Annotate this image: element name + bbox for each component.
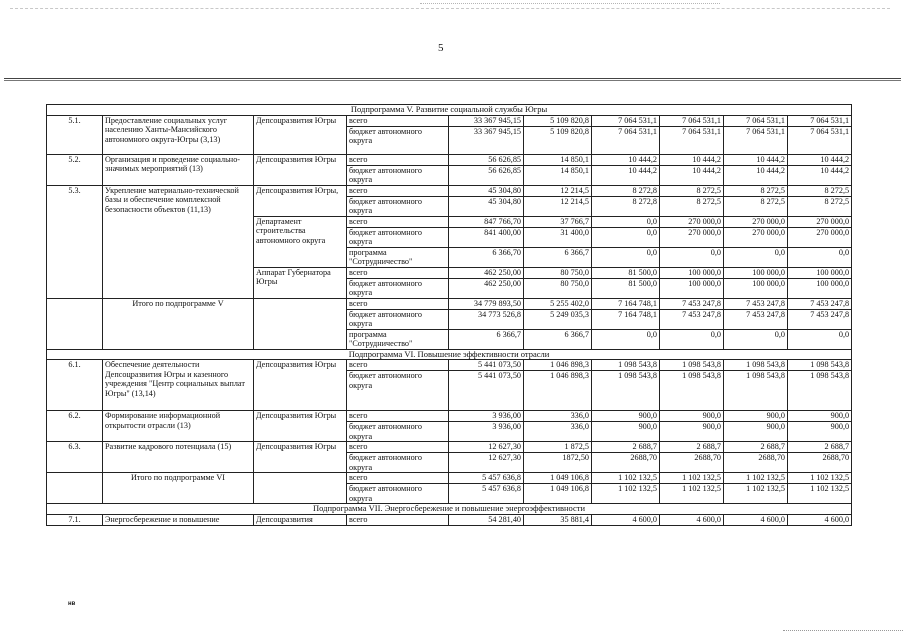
value-cell: 1 098 543,8 [592, 360, 660, 371]
value-cell: 81 500,0 [592, 278, 660, 298]
source-label: программа "Сотрудничество" [347, 247, 449, 267]
value-cell: 7 164 748,1 [592, 309, 660, 329]
executor-name: Депсоцразвития Югры [254, 154, 347, 185]
value-cell: 0,0 [788, 329, 852, 349]
value-cell: 1 098 543,8 [724, 360, 788, 371]
executor-name: Департамент строительства автономного округа [254, 216, 347, 267]
row-index [47, 298, 103, 349]
row-index: 5.1. [47, 115, 103, 154]
value-cell: 7 064 531,1 [724, 115, 788, 126]
value-cell: 270 000,0 [724, 216, 788, 227]
value-cell: 5 441 073,50 [449, 371, 524, 411]
value-cell: 10 444,2 [592, 165, 660, 185]
value-cell: 2688,70 [724, 453, 788, 473]
executor-name: Депсоцразвития Югры, [254, 185, 347, 216]
table-row [47, 360, 852, 371]
value-cell: 7 064 531,1 [592, 126, 660, 154]
source-label: бюджет автономного округа [347, 309, 449, 329]
value-cell: 270 000,0 [788, 227, 852, 247]
value-cell: 6 366,70 [449, 247, 524, 267]
value-cell: 81 500,0 [592, 267, 660, 278]
value-cell: 5 441 073,50 [449, 360, 524, 371]
value-cell: 0,0 [660, 329, 724, 349]
value-cell: 7 453 247,8 [724, 298, 788, 309]
header-divider [4, 78, 901, 79]
value-cell: 45 304,80 [449, 185, 524, 196]
value-cell: 0,0 [592, 216, 660, 227]
value-cell: 8 272,8 [592, 185, 660, 196]
value-cell: 8 272,5 [660, 185, 724, 196]
source-label: всего [347, 267, 449, 278]
value-cell: 0,0 [592, 329, 660, 349]
value-cell: 12 214,5 [524, 196, 592, 216]
value-cell: 100 000,0 [788, 267, 852, 278]
value-cell: 7 064 531,1 [724, 126, 788, 154]
value-cell: 80 750,0 [524, 267, 592, 278]
scan-noise-top [420, 3, 720, 6]
value-cell: 1 102 132,5 [660, 484, 724, 504]
value-cell: 10 444,2 [724, 154, 788, 165]
value-cell: 4 600,0 [660, 514, 724, 525]
value-cell: 2 688,7 [592, 442, 660, 453]
value-cell: 1 102 132,5 [724, 473, 788, 484]
value-cell: 841 400,00 [449, 227, 524, 247]
source-label: всего [347, 154, 449, 165]
value-cell: 5 109 820,8 [524, 115, 592, 126]
value-cell: 7 164 748,1 [592, 298, 660, 309]
value-cell: 8 272,5 [660, 196, 724, 216]
value-cell: 100 000,0 [724, 267, 788, 278]
value-cell: 270 000,0 [788, 216, 852, 227]
value-cell: 100 000,0 [660, 278, 724, 298]
value-cell: 7 453 247,8 [660, 298, 724, 309]
value-cell: 7 064 531,1 [788, 126, 852, 154]
value-cell: 3 936,00 [449, 411, 524, 422]
section-title: Подпрограмма VI. Повышение эффективности отрасли [47, 349, 852, 360]
executor-name: Аппарат Губернатора Югры [254, 267, 347, 298]
section-title: Подпрограмма V. Развитие социальной службы Югры [47, 105, 852, 116]
value-cell: 847 766,70 [449, 216, 524, 227]
row-index: 5.2. [47, 154, 103, 185]
value-cell: 5 249 035,3 [524, 309, 592, 329]
source-label: всего [347, 514, 449, 525]
executor-name [254, 473, 347, 504]
executor-name: Депсоцразвития [254, 514, 347, 525]
table-row [47, 185, 852, 196]
executor-name: Депсоцразвития Югры [254, 411, 347, 442]
table-row [47, 514, 852, 525]
page-number: 5 [438, 42, 444, 54]
table-row [47, 504, 852, 515]
source-label: бюджет автономного округа [347, 422, 449, 442]
value-cell: 900,0 [724, 411, 788, 422]
value-cell: 900,0 [788, 411, 852, 422]
value-cell: 900,0 [724, 422, 788, 442]
measure-name: Развитие кадрового потенциала (15) [103, 442, 254, 473]
value-cell: 462 250,00 [449, 278, 524, 298]
value-cell: 34 779 893,50 [449, 298, 524, 309]
value-cell: 1 049 106,8 [524, 484, 592, 504]
value-cell: 270 000,0 [724, 227, 788, 247]
value-cell: 462 250,00 [449, 267, 524, 278]
total-label: Итого по подпрограмме V [103, 298, 254, 349]
executor-name: Депсоцразвития Югры [254, 360, 347, 411]
value-cell: 2688,70 [660, 453, 724, 473]
value-cell: 8 272,5 [724, 196, 788, 216]
value-cell: 1 102 132,5 [660, 473, 724, 484]
value-cell: 1872,50 [524, 453, 592, 473]
value-cell: 10 444,2 [660, 154, 724, 165]
value-cell: 5 457 636,8 [449, 473, 524, 484]
measure-name: Предоставление социальных услуг населению Ханты-Мансийского автономного округа-Югры (3,13) [103, 115, 254, 154]
value-cell: 7 064 531,1 [592, 115, 660, 126]
row-index: 6.3. [47, 442, 103, 473]
value-cell: 7 453 247,8 [788, 309, 852, 329]
value-cell: 4 600,0 [724, 514, 788, 525]
source-label: всего [347, 442, 449, 453]
value-cell: 5 255 402,0 [524, 298, 592, 309]
value-cell: 7 064 531,1 [660, 115, 724, 126]
value-cell: 900,0 [660, 411, 724, 422]
value-cell: 0,0 [592, 247, 660, 267]
measure-name: Формирование информационной открытости отрасли (13) [103, 411, 254, 442]
value-cell: 56 626,85 [449, 154, 524, 165]
value-cell: 8 272,5 [788, 185, 852, 196]
value-cell: 270 000,0 [660, 216, 724, 227]
budget-table [46, 104, 852, 526]
value-cell: 7 064 531,1 [788, 115, 852, 126]
value-cell: 33 367 945,15 [449, 115, 524, 126]
table-row [47, 115, 852, 126]
value-cell: 8 272,8 [592, 196, 660, 216]
source-label: бюджет автономного округа [347, 371, 449, 411]
source-label: всего [347, 185, 449, 196]
table-row [47, 349, 852, 360]
table-row [47, 442, 852, 453]
value-cell: 1 102 132,5 [592, 473, 660, 484]
source-label: бюджет автономного округа [347, 227, 449, 247]
source-label: всего [347, 411, 449, 422]
value-cell: 80 750,0 [524, 278, 592, 298]
value-cell: 100 000,0 [724, 278, 788, 298]
value-cell: 100 000,0 [660, 267, 724, 278]
value-cell: 56 626,85 [449, 165, 524, 185]
value-cell: 10 444,2 [660, 165, 724, 185]
value-cell: 1 046 898,3 [524, 360, 592, 371]
value-cell: 31 400,0 [524, 227, 592, 247]
value-cell: 6 366,7 [524, 247, 592, 267]
table-row [47, 411, 852, 422]
value-cell: 10 444,2 [788, 154, 852, 165]
value-cell: 2688,70 [788, 453, 852, 473]
value-cell: 336,0 [524, 411, 592, 422]
value-cell: 1 102 132,5 [592, 484, 660, 504]
value-cell: 1 102 132,5 [724, 484, 788, 504]
value-cell: 35 881,4 [524, 514, 592, 525]
measure-name: Обеспечение деятельности Депсоцразвития Югры и казенного учреждения "Центр социальных выплат Югры" (13,14) [103, 360, 254, 411]
value-cell: 900,0 [660, 422, 724, 442]
executor-name [254, 298, 347, 349]
value-cell: 900,0 [788, 422, 852, 442]
value-cell: 6 366,7 [524, 329, 592, 349]
value-cell: 0,0 [724, 329, 788, 349]
value-cell: 2688,70 [592, 453, 660, 473]
value-cell: 270 000,0 [660, 227, 724, 247]
value-cell: 7 453 247,8 [724, 309, 788, 329]
table-row [47, 105, 852, 116]
value-cell: 0,0 [660, 247, 724, 267]
source-label: всего [347, 115, 449, 126]
value-cell: 900,0 [592, 422, 660, 442]
value-cell: 10 444,2 [592, 154, 660, 165]
table-row [47, 154, 852, 165]
value-cell: 1 046 898,3 [524, 371, 592, 411]
value-cell: 4 600,0 [788, 514, 852, 525]
value-cell: 10 444,2 [788, 165, 852, 185]
value-cell: 1 098 543,8 [660, 360, 724, 371]
value-cell: 8 272,5 [724, 185, 788, 196]
value-cell: 8 272,5 [788, 196, 852, 216]
source-label: бюджет автономного округа [347, 453, 449, 473]
value-cell: 4 600,0 [592, 514, 660, 525]
value-cell: 34 773 526,8 [449, 309, 524, 329]
value-cell: 37 766,7 [524, 216, 592, 227]
value-cell: 1 098 543,8 [788, 371, 852, 411]
measure-name: Укрепление материально-технической базы и обеспечение комплексной безопасности объектов (11,13) [103, 185, 254, 298]
value-cell: 1 102 132,5 [788, 484, 852, 504]
value-cell: 7 453 247,8 [788, 298, 852, 309]
source-label: всего [347, 473, 449, 484]
source-label: программа "Сотрудничество" [347, 329, 449, 349]
section-title: Подпрограмма VII. Энергосбережение и повышение энергоэффективности [47, 504, 852, 515]
source-label: бюджет автономного округа [347, 196, 449, 216]
footer-mark: нв [68, 601, 76, 607]
source-label: всего [347, 216, 449, 227]
executor-name: Депсоцразвития Югры [254, 115, 347, 154]
value-cell: 100 000,0 [788, 278, 852, 298]
scan-noise-line [10, 8, 890, 13]
row-index: 6.2. [47, 411, 103, 442]
value-cell: 5 457 636,8 [449, 484, 524, 504]
value-cell: 336,0 [524, 422, 592, 442]
row-index: 5.3. [47, 185, 103, 298]
value-cell: 1 102 132,5 [788, 473, 852, 484]
value-cell: 3 936,00 [449, 422, 524, 442]
measure-name: Энергосбережение и повышение [103, 514, 254, 525]
row-index: 6.1. [47, 360, 103, 411]
value-cell: 6 366,7 [449, 329, 524, 349]
value-cell: 12 214,5 [524, 185, 592, 196]
value-cell: 7 453 247,8 [660, 309, 724, 329]
value-cell: 54 281,40 [449, 514, 524, 525]
source-label: бюджет автономного округа [347, 165, 449, 185]
row-index [47, 473, 103, 504]
value-cell: 1 098 543,8 [592, 371, 660, 411]
value-cell: 1 098 543,8 [724, 371, 788, 411]
source-label: бюджет автономного округа [347, 484, 449, 504]
header-divider-2 [4, 80, 901, 81]
table-row [47, 473, 852, 484]
value-cell: 12 627,30 [449, 453, 524, 473]
value-cell: 1 098 543,8 [660, 371, 724, 411]
scan-noise-bottom [783, 630, 903, 631]
value-cell: 5 109 820,8 [524, 126, 592, 154]
value-cell: 1 872,5 [524, 442, 592, 453]
value-cell: 0,0 [788, 247, 852, 267]
source-label: бюджет автономного округа [347, 126, 449, 154]
total-label: Итого по подпрограмме VI [103, 473, 254, 504]
value-cell: 14 850,1 [524, 154, 592, 165]
value-cell: 0,0 [724, 247, 788, 267]
source-label: бюджет автономного округа [347, 278, 449, 298]
measure-name: Организация и проведение социально-значимых мероприятий (13) [103, 154, 254, 185]
value-cell: 0,0 [592, 227, 660, 247]
value-cell: 45 304,80 [449, 196, 524, 216]
value-cell: 12 627,30 [449, 442, 524, 453]
source-label: всего [347, 298, 449, 309]
value-cell: 33 367 945,15 [449, 126, 524, 154]
value-cell: 900,0 [592, 411, 660, 422]
value-cell: 1 098 543,8 [788, 360, 852, 371]
value-cell: 2 688,7 [788, 442, 852, 453]
table-row [47, 298, 852, 309]
value-cell: 10 444,2 [724, 165, 788, 185]
value-cell: 2 688,7 [724, 442, 788, 453]
value-cell: 7 064 531,1 [660, 126, 724, 154]
executor-name: Депсоцразвития Югры [254, 442, 347, 473]
row-index: 7.1. [47, 514, 103, 525]
source-label: всего [347, 360, 449, 371]
value-cell: 14 850,1 [524, 165, 592, 185]
value-cell: 2 688,7 [660, 442, 724, 453]
value-cell: 1 049 106,8 [524, 473, 592, 484]
